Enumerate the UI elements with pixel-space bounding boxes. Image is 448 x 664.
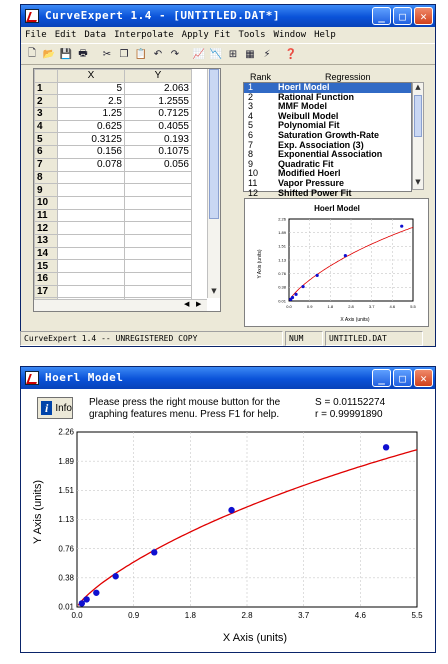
maximize-icon: □ bbox=[399, 9, 406, 23]
scroll-down-arrow-icon[interactable]: ▼ bbox=[415, 178, 421, 186]
table-row bbox=[35, 260, 192, 273]
data-point bbox=[112, 573, 118, 579]
x-cell[interactable] bbox=[58, 209, 125, 222]
regression-name: Modified Hoerl bbox=[278, 168, 341, 179]
minimize-button[interactable] bbox=[372, 7, 391, 25]
preview-xlabel: X Axis (units) bbox=[340, 317, 370, 323]
y-cell[interactable]: 0.4055 bbox=[125, 120, 192, 133]
data-point bbox=[301, 285, 304, 288]
minimize-icon: _ bbox=[378, 9, 385, 23]
x-cell[interactable] bbox=[58, 171, 125, 184]
plot-close-button[interactable] bbox=[414, 369, 433, 387]
numlock-indicator: NUM bbox=[285, 331, 323, 346]
table-row bbox=[35, 146, 192, 159]
curveexpert-app-icon bbox=[25, 9, 39, 23]
table-row bbox=[35, 196, 192, 209]
y-tick-label: 1.89 bbox=[278, 230, 286, 235]
regression-name: Weibull Model bbox=[278, 110, 339, 121]
regression-name: Saturation Growth-Rate bbox=[278, 129, 380, 140]
save-icon[interactable]: 💾 bbox=[59, 48, 73, 60]
help-icon[interactable]: ❓ bbox=[284, 48, 298, 60]
y-tick-label: 1.13 bbox=[278, 257, 286, 263]
y-cell[interactable]: 0.7125 bbox=[125, 108, 192, 121]
current-file-indicator: UNTITLED.DAT bbox=[325, 331, 423, 346]
row-header[interactable]: 7 bbox=[35, 158, 58, 171]
close-icon: ✕ bbox=[420, 371, 427, 385]
row-header[interactable]: 14 bbox=[35, 247, 58, 260]
y-tick-label: 0.01 bbox=[278, 298, 286, 304]
menu-data[interactable]: Data bbox=[84, 30, 107, 40]
table-row bbox=[35, 222, 192, 235]
spreadsheet-scroll-thumb[interactable] bbox=[209, 69, 219, 219]
x-cell[interactable]: 0.078 bbox=[58, 158, 125, 171]
close-icon: ✕ bbox=[420, 9, 427, 23]
r-statistic: r = 0.99991890 bbox=[315, 409, 383, 420]
x-cell[interactable] bbox=[58, 184, 125, 197]
spreadsheet-vertical-scrollbar[interactable] bbox=[207, 69, 220, 298]
table-row bbox=[35, 133, 192, 146]
menu-file[interactable]: File bbox=[25, 30, 47, 40]
row-header[interactable]: 10 bbox=[35, 196, 58, 209]
x-cell[interactable] bbox=[58, 260, 125, 273]
y-tick-label: 0.76 bbox=[278, 271, 286, 276]
open-file-icon[interactable]: 📂 bbox=[42, 48, 56, 60]
rank-number: 1 bbox=[248, 82, 254, 92]
x-tick-label: 4.6 bbox=[354, 611, 366, 620]
data-point bbox=[79, 600, 85, 606]
scroll-right-arrow-icon[interactable]: ▶ bbox=[196, 300, 202, 308]
ranking-scroll-thumb[interactable] bbox=[414, 95, 422, 137]
status-text: CurveExpert 1.4 -- UNREGISTERED COPY bbox=[20, 331, 283, 346]
row-header[interactable]: 6 bbox=[35, 146, 58, 159]
row-header[interactable]: 5 bbox=[35, 133, 58, 146]
x-cell[interactable]: 2.5 bbox=[58, 95, 125, 108]
rank-number: 9 bbox=[248, 158, 254, 169]
data-spreadsheet bbox=[33, 68, 221, 312]
y-tick-label: 0.01 bbox=[58, 602, 74, 612]
menu-apply-fit[interactable]: Apply Fit bbox=[181, 30, 231, 40]
regression-name: Shifted Power Fit bbox=[278, 187, 352, 198]
plot-maximize-button[interactable] bbox=[393, 369, 412, 387]
y-cell[interactable] bbox=[125, 184, 192, 197]
plot-icon[interactable]: 📈 bbox=[192, 48, 206, 60]
y-cell[interactable] bbox=[125, 234, 192, 247]
minimize-icon: _ bbox=[378, 371, 385, 385]
y-cell[interactable]: 2.063 bbox=[125, 82, 192, 95]
x-tick-label: 2.8 bbox=[348, 304, 354, 309]
copy-icon[interactable]: ❐ bbox=[119, 48, 129, 60]
table-row bbox=[35, 108, 192, 121]
regression-name: Hoerl Model bbox=[278, 82, 330, 92]
chart-grid bbox=[77, 432, 417, 607]
data-point bbox=[228, 507, 234, 513]
row-header[interactable]: 8 bbox=[35, 171, 58, 184]
menu-window[interactable]: Window bbox=[273, 30, 307, 40]
info-icon: i bbox=[41, 401, 52, 415]
hoerl-model-chart[interactable] bbox=[21, 422, 435, 652]
table-row bbox=[35, 158, 192, 171]
row-header[interactable]: 15 bbox=[35, 260, 58, 273]
regression-name: Vapor Pressure bbox=[278, 177, 345, 188]
y-tick-label: 1.51 bbox=[278, 243, 286, 249]
y-cell[interactable] bbox=[125, 196, 192, 209]
plot-title-bar[interactable] bbox=[21, 367, 435, 389]
y-axis-label: Y Axis (units) bbox=[32, 480, 44, 544]
row-header[interactable]: 2 bbox=[35, 95, 58, 108]
regression-name: Polynomial Fit bbox=[278, 120, 340, 131]
redo-icon[interactable]: ↷ bbox=[170, 48, 180, 60]
rank-number: 11 bbox=[248, 177, 258, 188]
row-header[interactable]: 3 bbox=[35, 108, 58, 121]
curveexpert-app-icon bbox=[25, 371, 39, 385]
y-cell[interactable] bbox=[125, 171, 192, 184]
x-tick-label: 3.7 bbox=[368, 304, 375, 309]
row-header[interactable]: 12 bbox=[35, 222, 58, 235]
rank-number: 10 bbox=[248, 168, 259, 179]
x-cell[interactable] bbox=[58, 247, 125, 260]
x-tick-label: 1.8 bbox=[327, 304, 334, 309]
x-cell[interactable] bbox=[58, 285, 125, 298]
y-tick-label: 1.13 bbox=[58, 515, 74, 525]
data-point bbox=[383, 444, 389, 450]
y-tick-labels bbox=[58, 428, 74, 612]
table-row bbox=[35, 95, 192, 108]
column-header-y[interactable]: Y bbox=[125, 70, 192, 83]
row-header[interactable]: 9 bbox=[35, 184, 58, 197]
y-tick-label: 0.38 bbox=[278, 284, 286, 290]
table-row bbox=[35, 171, 192, 184]
column-header-x[interactable]: X bbox=[58, 70, 125, 83]
plot-minimize-button[interactable] bbox=[372, 369, 391, 387]
x-axis-label: X Axis (units) bbox=[222, 632, 288, 644]
ranking-vertical-scrollbar[interactable] bbox=[412, 82, 424, 190]
table-row bbox=[35, 247, 192, 260]
paste-icon[interactable]: 📋 bbox=[134, 48, 148, 60]
y-cell[interactable]: 0.193 bbox=[125, 133, 192, 146]
x-tick-label: 0.9 bbox=[306, 304, 313, 309]
rank-number: 6 bbox=[248, 129, 254, 140]
rank-number: 8 bbox=[248, 149, 254, 160]
y-cell[interactable]: 0.1075 bbox=[125, 146, 192, 159]
regression-name: MMF Model bbox=[278, 101, 327, 112]
print-icon[interactable]: 🖶 bbox=[78, 47, 88, 59]
data-point bbox=[400, 225, 403, 228]
y-tick-label: 2.26 bbox=[278, 216, 286, 222]
x-cell[interactable]: 5 bbox=[58, 82, 125, 95]
scroll-down-arrow-icon[interactable]: ▼ bbox=[211, 287, 217, 295]
x-tick-label: 5.5 bbox=[410, 304, 416, 309]
x-tick-label: 2.8 bbox=[241, 611, 253, 620]
info-button[interactable] bbox=[37, 397, 73, 419]
undo-icon[interactable]: ↶ bbox=[153, 48, 163, 60]
y-cell[interactable] bbox=[125, 273, 192, 286]
regression-name: Rational Function bbox=[278, 91, 354, 102]
regression-name: Exponential Association bbox=[278, 149, 383, 160]
row-header[interactable]: 4 bbox=[35, 120, 58, 133]
row-header[interactable]: 1 bbox=[35, 82, 58, 95]
y-tick-label: 0.76 bbox=[58, 544, 74, 554]
plot-window-title: Hoerl Model bbox=[45, 371, 124, 384]
maximize-icon: □ bbox=[399, 371, 406, 385]
model-preview-panel[interactable] bbox=[244, 198, 429, 327]
plot-residuals-icon[interactable]: 📉 bbox=[209, 48, 223, 60]
y-cell[interactable]: 1.2555 bbox=[125, 95, 192, 108]
x-cell[interactable]: 0.3125 bbox=[58, 133, 125, 146]
data-point bbox=[93, 590, 99, 596]
preview-ylabel: Y Axis (units) bbox=[257, 249, 263, 279]
rank-number: 7 bbox=[248, 139, 254, 150]
data-point bbox=[289, 298, 292, 301]
table-row bbox=[35, 209, 192, 222]
menu-bar bbox=[21, 27, 435, 43]
x-cell[interactable] bbox=[58, 234, 125, 247]
curve-finder-icon[interactable]: ⊞ bbox=[228, 48, 238, 60]
menu-edit[interactable]: Edit bbox=[54, 30, 77, 40]
table-row bbox=[35, 184, 192, 197]
main-window-title: CurveExpert 1.4 - [UNTITLED.DAT*] bbox=[45, 9, 281, 22]
regression-name: Quadratic Fit bbox=[278, 158, 334, 169]
info-button-label: Info bbox=[55, 402, 72, 414]
y-tick-label: 1.51 bbox=[58, 486, 74, 495]
preview-chart bbox=[245, 199, 428, 326]
data-point bbox=[294, 293, 297, 296]
scroll-up-arrow-icon[interactable]: ▲ bbox=[415, 83, 421, 91]
close-button[interactable] bbox=[414, 7, 433, 25]
ranking-list-item[interactable] bbox=[244, 189, 411, 199]
row-header[interactable]: 16 bbox=[35, 273, 58, 286]
help-message-line-2: graphing features menu. Press F1 for help. bbox=[89, 409, 280, 420]
cut-icon[interactable]: ✂ bbox=[102, 48, 112, 60]
maximize-button[interactable] bbox=[393, 7, 412, 25]
y-cell[interactable] bbox=[125, 285, 192, 298]
rank-number: 12 bbox=[248, 187, 259, 198]
table-row bbox=[35, 234, 192, 247]
x-cell[interactable]: 0.156 bbox=[58, 146, 125, 159]
row-header[interactable]: 17 bbox=[35, 285, 58, 298]
regression-ranking-list bbox=[243, 82, 412, 198]
data-point bbox=[316, 274, 319, 277]
x-tick-label: 3.7 bbox=[298, 611, 310, 620]
y-cell[interactable] bbox=[125, 222, 192, 235]
row-header[interactable]: 11 bbox=[35, 209, 58, 222]
table-row bbox=[35, 285, 192, 298]
new-file-icon[interactable]: 🗋 bbox=[27, 47, 37, 59]
x-cell[interactable]: 1.25 bbox=[58, 108, 125, 121]
ranking-list-item[interactable] bbox=[244, 93, 411, 103]
rank-number: 2 bbox=[248, 91, 254, 102]
main-title-bar[interactable] bbox=[21, 5, 435, 27]
preview-title: Hoerl Model bbox=[314, 204, 360, 213]
rank-number: 4 bbox=[248, 110, 254, 121]
x-tick-label: 0.0 bbox=[286, 304, 292, 309]
table-row bbox=[35, 82, 192, 95]
y-cell[interactable]: 0.056 bbox=[125, 158, 192, 171]
y-tick-label: 1.89 bbox=[58, 456, 74, 466]
x-cell[interactable] bbox=[58, 196, 125, 209]
x-tick-label: 4.6 bbox=[389, 304, 396, 309]
x-tick-labels bbox=[71, 611, 423, 620]
x-tick-label: 0.0 bbox=[71, 611, 83, 620]
rank-header: Rank bbox=[250, 72, 272, 82]
x-cell[interactable] bbox=[58, 222, 125, 235]
preview-plot-area bbox=[278, 216, 416, 309]
hoerl-model-plot-window bbox=[20, 366, 436, 653]
x-cell[interactable] bbox=[58, 273, 125, 286]
fit-icon[interactable]: ⚡ bbox=[263, 48, 271, 60]
s-statistic: S = 0.01152274 bbox=[315, 397, 386, 408]
y-tick-label: 2.26 bbox=[58, 427, 74, 437]
help-message-line-1: Please press the right mouse button for the bbox=[89, 397, 281, 408]
x-tick-label: 1.8 bbox=[184, 611, 196, 620]
x-cell[interactable]: 0.625 bbox=[58, 120, 125, 133]
table-row bbox=[35, 120, 192, 133]
menu-help[interactable]: Help bbox=[314, 30, 336, 40]
rank-number: 5 bbox=[248, 120, 254, 131]
menu-tools[interactable]: Tools bbox=[238, 30, 266, 40]
x-tick-label: 5.5 bbox=[411, 611, 423, 620]
row-header[interactable]: 13 bbox=[35, 234, 58, 247]
data-point bbox=[151, 549, 157, 555]
y-cell[interactable] bbox=[125, 247, 192, 260]
y-tick-label: 0.38 bbox=[58, 573, 74, 583]
x-tick-label: 0.9 bbox=[128, 611, 140, 620]
status-bar bbox=[20, 331, 436, 345]
spreadsheet-horizontal-scrollbar[interactable] bbox=[34, 299, 207, 311]
y-cell[interactable] bbox=[125, 260, 192, 273]
toolbar bbox=[21, 43, 435, 65]
scroll-left-arrow-icon[interactable]: ◀ bbox=[184, 300, 190, 308]
y-cell[interactable] bbox=[125, 209, 192, 222]
calculator-icon[interactable]: ▦ bbox=[245, 48, 255, 60]
regression-name: Exp. Association (3) bbox=[278, 139, 364, 150]
regression-header: Regression bbox=[325, 72, 371, 82]
data-point bbox=[344, 254, 347, 257]
rank-number: 3 bbox=[248, 101, 254, 112]
menu-interpolate[interactable]: Interpolate bbox=[114, 30, 174, 40]
data-table bbox=[34, 69, 192, 311]
table-row bbox=[35, 273, 192, 286]
corner-cell[interactable] bbox=[35, 70, 58, 83]
